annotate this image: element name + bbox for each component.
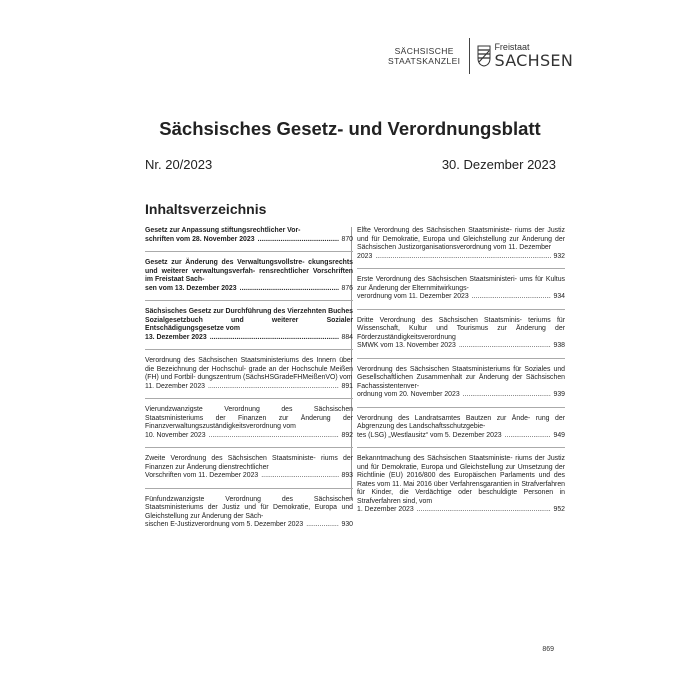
toc-entry: Verordnung des Sächsischen Staatsministeriums für Soziales und Gesellschaftlichen Zusammenhalt zur Änderung der Sächsischen Fachassistentenver- ordnung vom 20. November 2023 ..... 939 xyxy=(357,366,565,408)
freistaat-sachsen-wordmark: Freistaat SACHSEN xyxy=(494,42,574,70)
toc-entry: Dritte Verordnung des Sächsischen Staatsminis- teriums für Wissenschaft, Kultur und Tourismus zur Änderung der Förderzuständigkeitsverordnung SMWK vom 13. November 2023 ..... 938 xyxy=(357,317,565,359)
toc-left-column xyxy=(145,227,353,544)
toc-entry: Gesetz zur Änderung des Verwaltungsvollstre- ckungsrechts und weiterer verwaltungsverfah- rensrechtlicher Vorschriften im Freistaat Sach- sen vom 13. Dezember 2023 ..... 876 xyxy=(145,259,353,301)
toc-entry: Verordnung des Landratsamtes Bautzen zur Ände- rung der Abgrenzung des Landschaftsschutzgebie- tes (LSG) „Westlausitz“ vom 5. Dezember 2023 ..... 949 xyxy=(357,415,565,449)
toc-entry: Gesetz zur Anpassung stiftungsrechtlicher Vor- schriften vom 28. November 2023 ..... 870 xyxy=(145,227,353,252)
toc-entry: Erste Verordnung des Sächsischen Staatsministeri- ums für Kultus zur Änderung der Elternmitwirkungs- verordnung vom 11. Dezember 2023 ..... 934 xyxy=(357,276,565,310)
logo-block xyxy=(388,38,573,74)
toc-entry: Fünfundzwanzigste Verordnung des Sächsischen Staatsministeriums der Justiz und für Demokratie, Europa und Gleichstellung zur Änderung der Säch- sischen E-Justizverordnung vom 5. Dezember 2023 ..... 930 xyxy=(145,496,353,537)
toc-entry: Elfte Verordnung des Sächsischen Staatsministe- riums der Justiz und für Demokratie, Europa und Gleichstellung zur Änderung der Sächsischen Justizorganisationsverordnung vom 11. Dezember 2023 ..... 932 xyxy=(357,227,565,269)
toc-entry: Sächsisches Gesetz zur Durchführung des Vierzehnten Buches Sozialgesetzbuch und weiterer Sozialer Entschädigungsgesetze vom 13. Dezember 2023 ..... 884 xyxy=(145,308,353,350)
toc-entry: Bekanntmachung des Sächsischen Staatsministe- riums der Justiz und für Demokratie, Europa und Gleichstellung zur Umsetzung der Richtlinie (EU) 2016/800 des Europäischen Parlaments und des Rates vom 11. Mai 2016 über Verfahrensgarantien in Strafverfahren für Kinder, die Verdächtige oder beschuldigte Personen in Strafverfahren sind, vom 1. Dezember 2023 ..... 952 xyxy=(357,455,565,522)
page-number: 869 xyxy=(542,646,554,653)
staatskanzlei-label: SÄCHSISCHE STAATSKANZLEI xyxy=(388,46,461,66)
logo-divider xyxy=(469,38,470,74)
toc-entry: Vierundzwanzigste Verordnung des Sächsischen Staatsministeriums der Finanzen zur Änderung der Finanzverwaltungszuständigkeitsverordnung vom 10. November 2023 ..... 892 xyxy=(145,406,353,448)
issue-number: Nr. 20/2023 xyxy=(145,157,213,172)
toc-entry: Zweite Verordnung des Sächsischen Staatsministe- riums der Finanzen zur Änderung dienstrechtlicher Vorschriften vom 11. Dezember 2023 ..... 893 xyxy=(145,455,353,489)
issue-date: 30. Dezember 2023 xyxy=(441,157,556,172)
toc-right-column xyxy=(357,227,565,529)
toc-heading: Inhaltsverzeichnis xyxy=(145,201,267,217)
coat-of-arms-icon xyxy=(477,45,491,67)
toc-entry: Verordnung des Sächsischen Staatsministeriums des Innern über die Bezeichnung der Hochschul- grade an der Hochschule Meißen (FH) und Fortbil- dungszentrum (SächsHSGradeFHMeißenVO) vom 11. Dezember 2023 ..... 891 xyxy=(145,357,353,399)
page-title: Sächsisches Gesetz- und Verordnungsblatt xyxy=(159,118,541,139)
